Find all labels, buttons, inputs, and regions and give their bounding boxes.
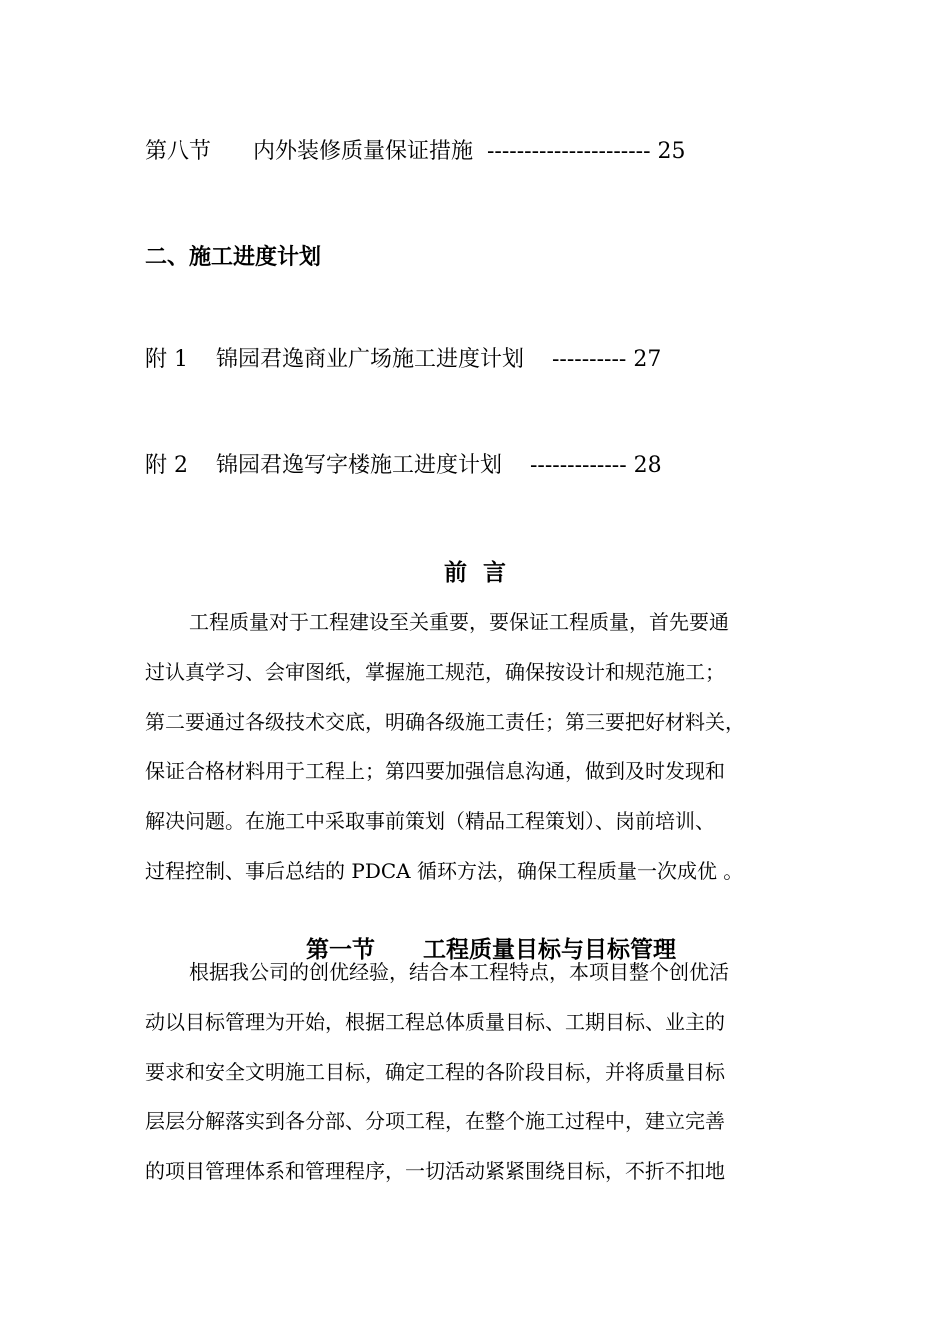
section1-line: 要求和安全文明施工目标，确定工程的各阶段目标，并将质量目标 bbox=[145, 1060, 725, 1084]
toc-leader-dots: ------------- bbox=[529, 453, 627, 478]
toc-page-number: 28 bbox=[633, 453, 662, 478]
toc-section-title: 内外装修质量保证措施 bbox=[252, 139, 473, 164]
toc-page-number: 27 bbox=[633, 347, 662, 372]
preface-line: 过认真学习、会审图纸，掌握施工规范，确保按设计和规范施工； bbox=[145, 660, 725, 684]
section1-line: 根据我公司的创优经验，结合本工程特点，本项目整个创优活 bbox=[189, 960, 729, 984]
toc-appendix-number: 附 1 bbox=[145, 347, 188, 372]
preface-line: 第二要通过各级技术交底，明确各级施工责任；第三要把好材料关， bbox=[145, 710, 745, 734]
preface-line: 保证合格材料用于工程上；第四要加强信息沟通，做到及时发现和 bbox=[145, 759, 725, 783]
toc-entry-appendix2[interactable] bbox=[145, 451, 662, 481]
preface-line: 解决问题。在施工中采取事前策划（精品工程策划）、岗前培训、 bbox=[145, 809, 715, 833]
preface-line: 工程质量对于工程建设至关重要，要保证工程质量，首先要通 bbox=[189, 610, 729, 634]
toc-section-number: 第八节 bbox=[145, 139, 212, 164]
section1-line: 动以目标管理为开始，根据工程总体质量目标、工期目标、业主的 bbox=[145, 1010, 725, 1034]
section1-line: 层层分解落实到各分部、分项工程，在整个施工过程中，建立完善 bbox=[145, 1109, 725, 1133]
toc-leader-dots: ---------- bbox=[551, 347, 627, 372]
toc-part2-heading[interactable]: 二、施工进度计划 bbox=[145, 245, 322, 270]
toc-appendix-title: 锦园君逸写字楼施工进度计划 bbox=[215, 453, 502, 478]
toc-page-number: 25 bbox=[657, 139, 686, 164]
toc-appendix-number: 附 2 bbox=[145, 453, 188, 478]
section1-number: 第一节 bbox=[305, 937, 375, 963]
section1-line: 的项目管理体系和管理程序，一切活动紧紧围绕目标，不折不扣地 bbox=[145, 1159, 725, 1183]
preface-line: 过程控制、事后总结的 PDCA 循环方法，确保工程质量一次成优 。 bbox=[145, 859, 744, 883]
toc-leader-dots: ---------------------- bbox=[487, 139, 651, 164]
section1-title: 工程质量目标与目标管理 bbox=[423, 937, 677, 963]
toc-appendix-title: 锦园君逸商业广场施工进度计划 bbox=[215, 347, 524, 372]
preface-title: 前 言 bbox=[443, 560, 506, 586]
toc-entry-appendix1[interactable] bbox=[145, 345, 661, 375]
toc-entry-section8[interactable] bbox=[145, 137, 686, 167]
